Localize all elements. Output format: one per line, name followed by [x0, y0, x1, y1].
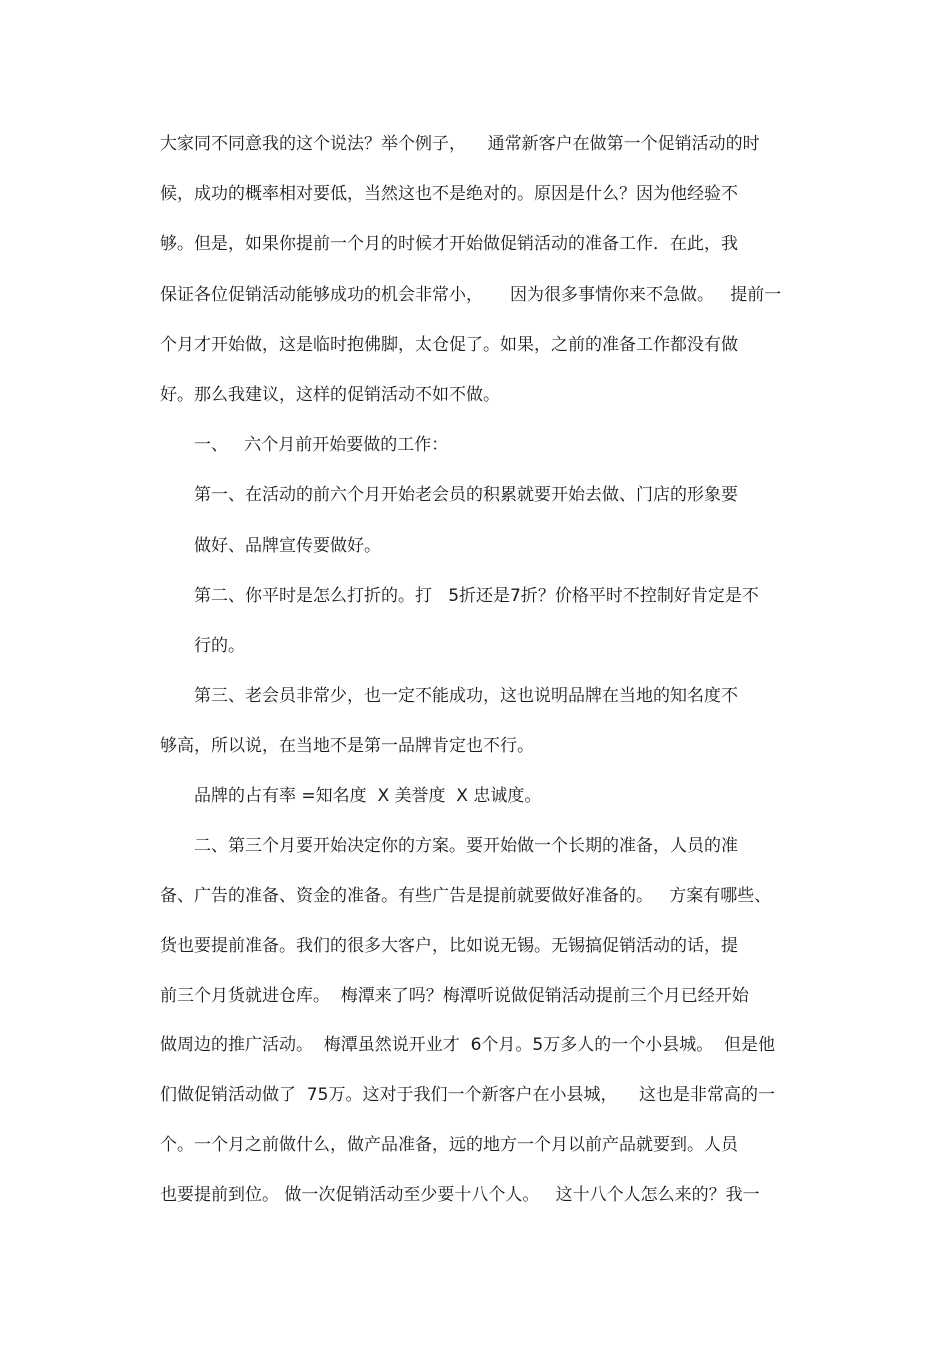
text-line: 第三、老会员非常少，也一定不能成功，这也说明品牌在当地的知名度不: [194, 686, 738, 706]
text-line: 做周边的推广活动。 梅潭虽然说开业才 6个月。5万多人的一个小县城。 但是他: [160, 1035, 776, 1055]
text-line: 候，成功的概率相对要低，当然这也不是绝对的。原因是什么？因为他经验不: [160, 184, 738, 204]
text-line: 个。一个月之前做什么，做产品准备，远的地方一个月以前产品就要到。人员: [160, 1135, 738, 1155]
text-line: 也要提前到位。 做一次促销活动至少要十八个人。 这十八个人怎么来的？我一: [160, 1185, 760, 1205]
text-line: 大家同不同意我的这个说法？举个例子， 通常新客户在做第一个促销活动的时: [160, 134, 760, 154]
text-line: 行的。: [194, 636, 245, 656]
text-line: 够高，所以说，在当地不是第一品牌肯定也不行。: [160, 736, 534, 756]
text-line: 保证各位促销活动能够成功的机会非常小， 因为很多事情你来不急做。 提前一: [160, 285, 782, 305]
text-line: 够。但是，如果你提前一个月的时候才开始做促销活动的准备工作．在此，我: [160, 234, 738, 254]
formula-line: 品牌的占有率 =知名度 X 美誉度 X 忠诚度。: [194, 786, 542, 806]
text-line: 备、广告的准备、资金的准备。有些广告是提前就要做好准备的。 方案有哪些、: [160, 886, 772, 906]
text-line: 第二、你平时是怎么打折的。打 5折还是7折？价格平时不控制好肯定是不: [194, 586, 759, 606]
text-line: 前三个月货就进仓库。 梅潭来了吗？梅潭听说做促销活动提前三个月已经开始: [160, 986, 749, 1006]
text-line: 做好、品牌宣传要做好。: [194, 536, 381, 556]
text-line: 们做促销活动做了 75万。这对于我们一个新客户在小县城， 这也是非常高的一: [160, 1085, 776, 1105]
text-line: 第一、在活动的前六个月开始老会员的积累就要开始去做、门店的形象要: [194, 485, 738, 505]
text-line: 二、第三个月要开始决定你的方案。要开始做一个长期的准备，人员的准: [194, 836, 738, 856]
text-line: 个月才开始做，这是临时抱佛脚，太仓促了。如果，之前的准备工作都没有做: [160, 335, 738, 355]
text-line: 货也要提前准备。我们的很多大客户，比如说无锡。无锡搞促销活动的话，提: [160, 936, 738, 956]
section-heading: 一、 六个月前开始要做的工作：: [194, 435, 449, 455]
text-line: 好。那么我建议，这样的促销活动不如不做。: [160, 385, 500, 405]
